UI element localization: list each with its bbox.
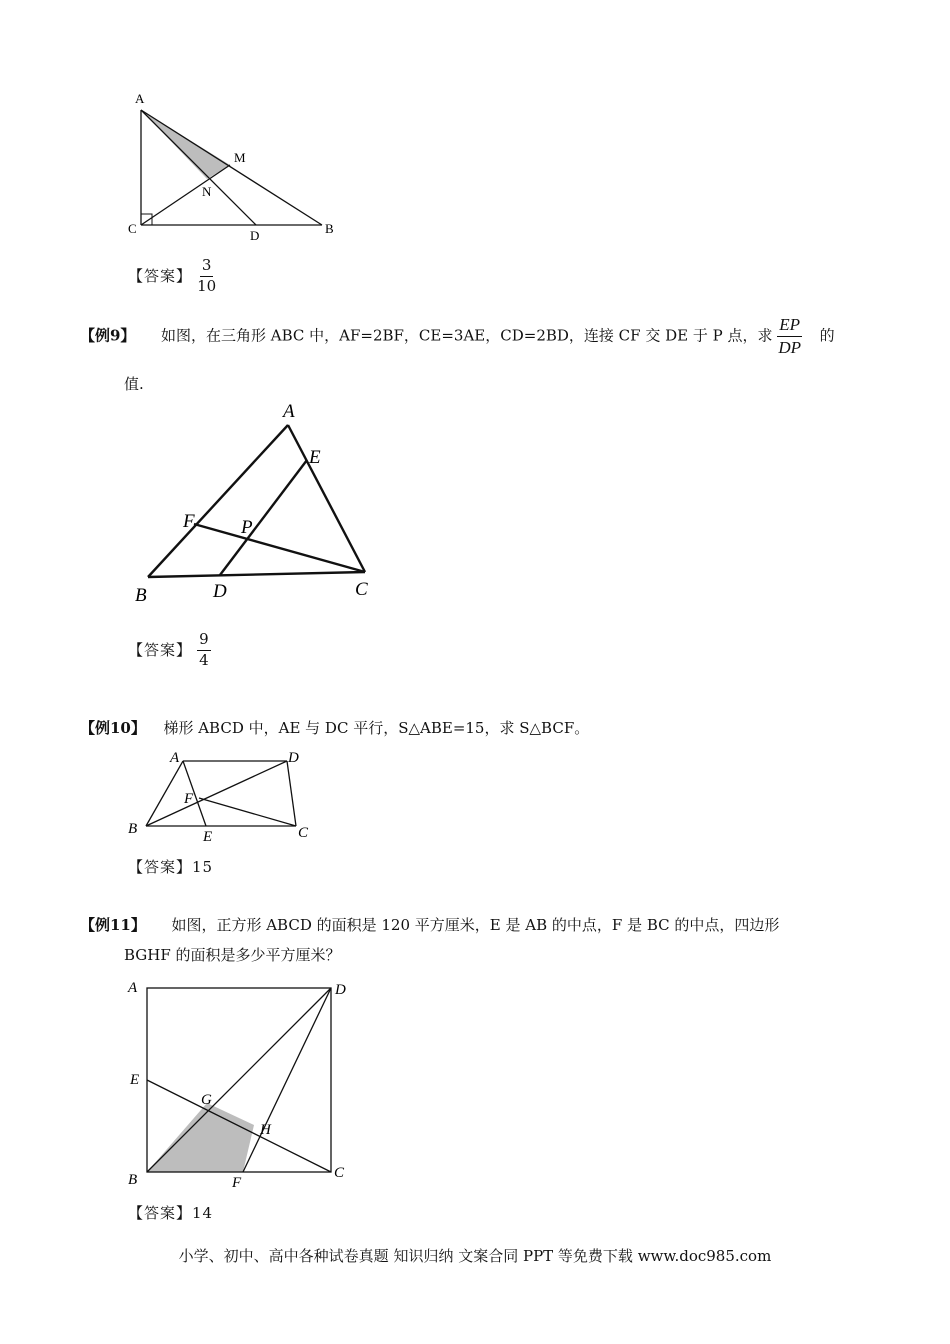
answer-fraction [197, 258, 216, 295]
question-text: 如图，在三角形 ABC 中，AF=2BF，CE=3AE，CD=2BD，连接 CF 交 DE 于 P 点，求 [161, 326, 773, 345]
figure-ex9 [125, 395, 385, 610]
fraction-numerator: 3 [200, 258, 214, 277]
label-B: B [128, 1172, 138, 1188]
question-ex11 [80, 911, 870, 939]
label-B: B [135, 585, 147, 606]
label-C: C [334, 1165, 345, 1181]
label-D: D [335, 982, 346, 998]
answer-value: 15 [192, 858, 214, 876]
answer-value: 14 [192, 1204, 214, 1222]
label-F: F [232, 1175, 242, 1191]
label-P: P [241, 517, 253, 538]
figure-ex11 [120, 972, 360, 1194]
question-label: 【例10】 [80, 719, 146, 737]
answer-label: 【答案】 [128, 1204, 193, 1222]
label-N: N [202, 184, 212, 199]
question-ex9-line2: 值. [124, 375, 144, 393]
label-H: H [260, 1122, 271, 1138]
question-text-end: 的 [819, 326, 835, 345]
fraction-denominator: 4 [199, 650, 209, 669]
fraction-numerator: EP [777, 316, 802, 337]
answer-label: 【答案】 [128, 858, 193, 876]
question-text: 如图，正方形 ABCD 的面积是 120 平方厘米，E 是 AB 的中点，F 是 BC 的中点，四边形 [171, 916, 780, 934]
figure-ex10 [120, 745, 320, 847]
label-G: G [201, 1092, 212, 1108]
answer-ex9 [128, 632, 211, 669]
answer-ex10 [128, 856, 213, 877]
label-D: D [250, 228, 260, 243]
label-C: C [355, 579, 368, 600]
label-A: A [128, 980, 138, 996]
label-D: D [213, 581, 227, 602]
fraction-denominator: DP [778, 337, 801, 357]
label-M: M [234, 150, 246, 165]
shaded-quadrilateral [147, 1103, 254, 1172]
label-B: B [128, 821, 138, 837]
fraction-numerator: 9 [197, 632, 211, 651]
label-A: A [135, 91, 145, 106]
label-B: B [325, 221, 334, 236]
label-F: F [183, 511, 195, 532]
page-footer: 小学、初中、高中各种试卷真题 知识归纳 文案合同 PPT 等免费下载 www.doc985.com [178, 1247, 772, 1265]
label-A: A [170, 750, 180, 766]
question-ex10 [80, 714, 870, 742]
question-label: 【例11】 [80, 916, 146, 934]
fraction-denominator: 10 [197, 276, 217, 295]
label-E: E [309, 447, 321, 468]
answer-label: 【答案】 [128, 640, 193, 659]
label-A: A [283, 401, 295, 422]
answer-ex8 [128, 258, 216, 295]
label-D: D [288, 750, 299, 766]
label-C: C [128, 221, 137, 236]
question-text: 梯形 ABCD 中，AE 与 DC 平行，S△ABE=15，求 S△BCF。 [163, 719, 590, 737]
answer-ex11 [128, 1202, 213, 1223]
answer-label: 【答案】 [128, 266, 193, 285]
label-E: E [130, 1072, 140, 1088]
question-label: 【例9】 [80, 326, 136, 345]
shaded-triangle [141, 110, 230, 179]
label-F: F [184, 791, 194, 807]
answer-fraction [197, 632, 211, 669]
label-C: C [298, 825, 309, 841]
figure-ex8 [120, 85, 350, 245]
question-fraction [777, 316, 802, 357]
question-ex11-line2: BGHF 的面积是多少平方厘米？ [124, 946, 341, 964]
question-ex9 [80, 316, 870, 357]
label-E: E [203, 829, 213, 845]
